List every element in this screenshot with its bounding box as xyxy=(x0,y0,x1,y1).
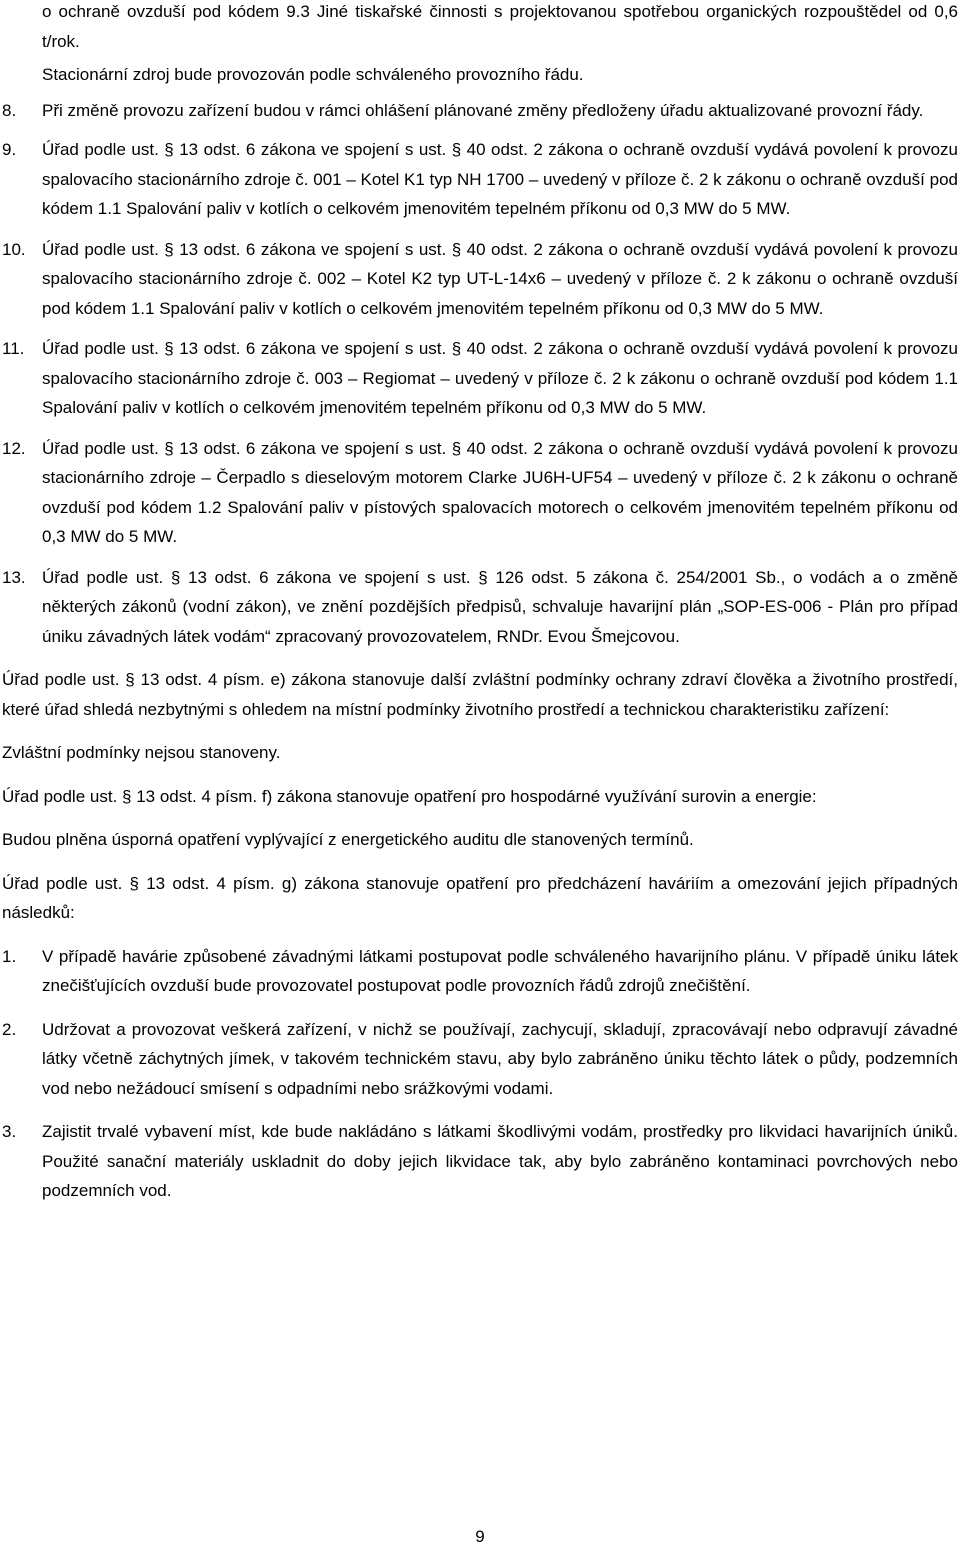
list-item-text: Zajistit trvalé vybavení míst, kde bude nakládáno s látkami škodlivými vodám, prostředky pro likvidaci havarijních úniků. Použité sanační materiály uskladnit do doby jejich likvidace tak, aby bylo zabráněno kontaminaci povrchových nebo podzemních vod. xyxy=(42,1122,958,1200)
paragraph-f: Úřad podle ust. § 13 odst. 4 písm. f) zákona stanovuje opatření pro hospodárné využívání surovin a energie: xyxy=(2,786,817,806)
list-item-number: 9. xyxy=(2,140,17,159)
document-body xyxy=(2,0,958,1206)
list-item-number: 3. xyxy=(2,1122,17,1141)
intro-line: Stacionární zdroj bude provozován podle schváleného provozního řádu. xyxy=(42,65,584,84)
list-item-number: 13. xyxy=(2,567,26,587)
list-item xyxy=(2,96,958,126)
list-item xyxy=(2,563,958,652)
list-item xyxy=(2,135,958,224)
paragraph-f-answer: Budou plněna úsporná opatření vyplývající z energetického auditu dle stanovených termínů. xyxy=(2,830,694,849)
list-item xyxy=(2,235,958,324)
list-item-text: Úřad podle ust. § 13 odst. 6 zákona ve spojení s ust. § 40 odst. 2 zákona o ochraně ovzduší vydává povolení k provozu spalovacího stacionárního zdroje č. 003 – Regiomat – uvedený v příloze č. 2 k zákonu o ochraně ovzduší pod kódem 1.1 Spalování paliv v kotlích o celkovém jmenovitém tepelném příkonu od 0,3 MW do 5 MW. xyxy=(42,339,958,417)
page-number: 9 xyxy=(475,1527,485,1546)
list-item-text: Při změně provozu zařízení budou v rámci ohlášení plánované změny předloženy úřadu aktualizované provozní řády. xyxy=(42,100,924,120)
list-item-number: 10. xyxy=(2,239,26,259)
list-item-number: 2. xyxy=(2,1019,17,1039)
list-item-text: V případě havárie způsobené závadnými látkami postupovat podle schváleného havarijního plánu. V případě úniku látek znečišťujících ovzduší bude provozovatel postupovat podle provozních řádů zdrojů znečištění. xyxy=(42,946,958,995)
list-item-text: Úřad podle ust. § 13 odst. 6 zákona ve spojení s ust. § 40 odst. 2 zákona o ochraně ovzduší vydává povolení k provozu spalovacího stacionárního zdroje č. 001 – Kotel K1 typ NH 1700 – uvedený v příloze č. 2 k zákonu o ochraně ovzduší pod kódem 1.1 Spalování paliv v kotlích o celkovém jmenovitém tepelném příkonu od 0,3 MW do 5 MW. xyxy=(42,140,958,218)
list-item xyxy=(2,942,958,1001)
list-item-number: 1. xyxy=(2,946,17,966)
list-item xyxy=(2,1117,958,1206)
list-item xyxy=(2,1015,958,1104)
list-item-number: 12. xyxy=(2,438,26,458)
list-item xyxy=(2,434,958,552)
paragraph-e: Úřad podle ust. § 13 odst. 4 písm. e) zákona stanovuje další zvláštní podmínky ochrany zdraví člověka a životního prostředí, které úřad shledá nezbytnými s ohledem na místní podmínky životního prostředí a technickou charakteristiku zařízení: xyxy=(2,670,958,719)
list-item-number: 8. xyxy=(2,100,17,120)
list-item xyxy=(2,334,958,423)
list-item-text: Úřad podle ust. § 13 odst. 6 zákona ve spojení s ust. § 40 odst. 2 zákona o ochraně ovzduší vydává povolení k provozu spalovacího stacionárního zdroje č. 002 – Kotel K2 typ UT-L-14x6 – uvedený v příloze č. 2 k zákonu o ochraně ovzduší pod kódem 1.1 Spalování paliv v kotlích o celkovém jmenovitém tepelném příkonu od 0,3 MW do 5 MW. xyxy=(42,239,958,318)
list-item-text: Udržovat a provozovat veškerá zařízení, v nichž se používají, zachycují, skladují, zpracovávají nebo odpravují závadné látky včetně záchytných jímek, v takovém technickém stavu, aby bylo zabráněno úniku těchto látek o půdy, podzemních vod nebo nežádoucí smísení s odpadními nebo srážkovými vodami. xyxy=(42,1019,958,1098)
paragraph-g: Úřad podle ust. § 13 odst. 4 písm. g) zákona stanovuje opatření pro předcházení haváriím a omezování jejich případných následků: xyxy=(2,873,958,922)
list-item-text: Úřad podle ust. § 13 odst. 6 zákona ve spojení s ust. § 40 odst. 2 zákona o ochraně ovzduší vydává povolení k provozu stacionárního zdroje – Čerpadlo s dieselovým motorem Clarke JU6H-UF54 – uvedený v příloze č. 2 k zákonu o ochraně ovzduší pod kódem 1.2 Spalování paliv v pístových spalovacích motorech o celkovém jmenovitém tepelném příkonu od 0,3 MW do 5 MW. xyxy=(42,438,958,546)
paragraph-e-answer: Zvláštní podmínky nejsou stanoveny. xyxy=(2,743,281,762)
list-item-number: 11. xyxy=(2,339,25,358)
intro-continuation: o ochraně ovzduší pod kódem 9.3 Jiné tiskařské činnosti s projektovanou spotřebou organických rozpouštědel od 0,6 t/rok. xyxy=(42,2,958,51)
list-item-text: Úřad podle ust. § 13 odst. 6 zákona ve spojení s ust. § 126 odst. 5 zákona č. 254/2001 Sb., o vodách a o změně některých zákonů (vodní zákon), ve znění pozdějších předpisů, schvaluje havarijní plán „SOP-ES-006 - Plán pro případ úniku závadných látek vodám“ zpracovaný provozovatelem, RNDr. Evou Šmejcovou. xyxy=(42,567,958,646)
